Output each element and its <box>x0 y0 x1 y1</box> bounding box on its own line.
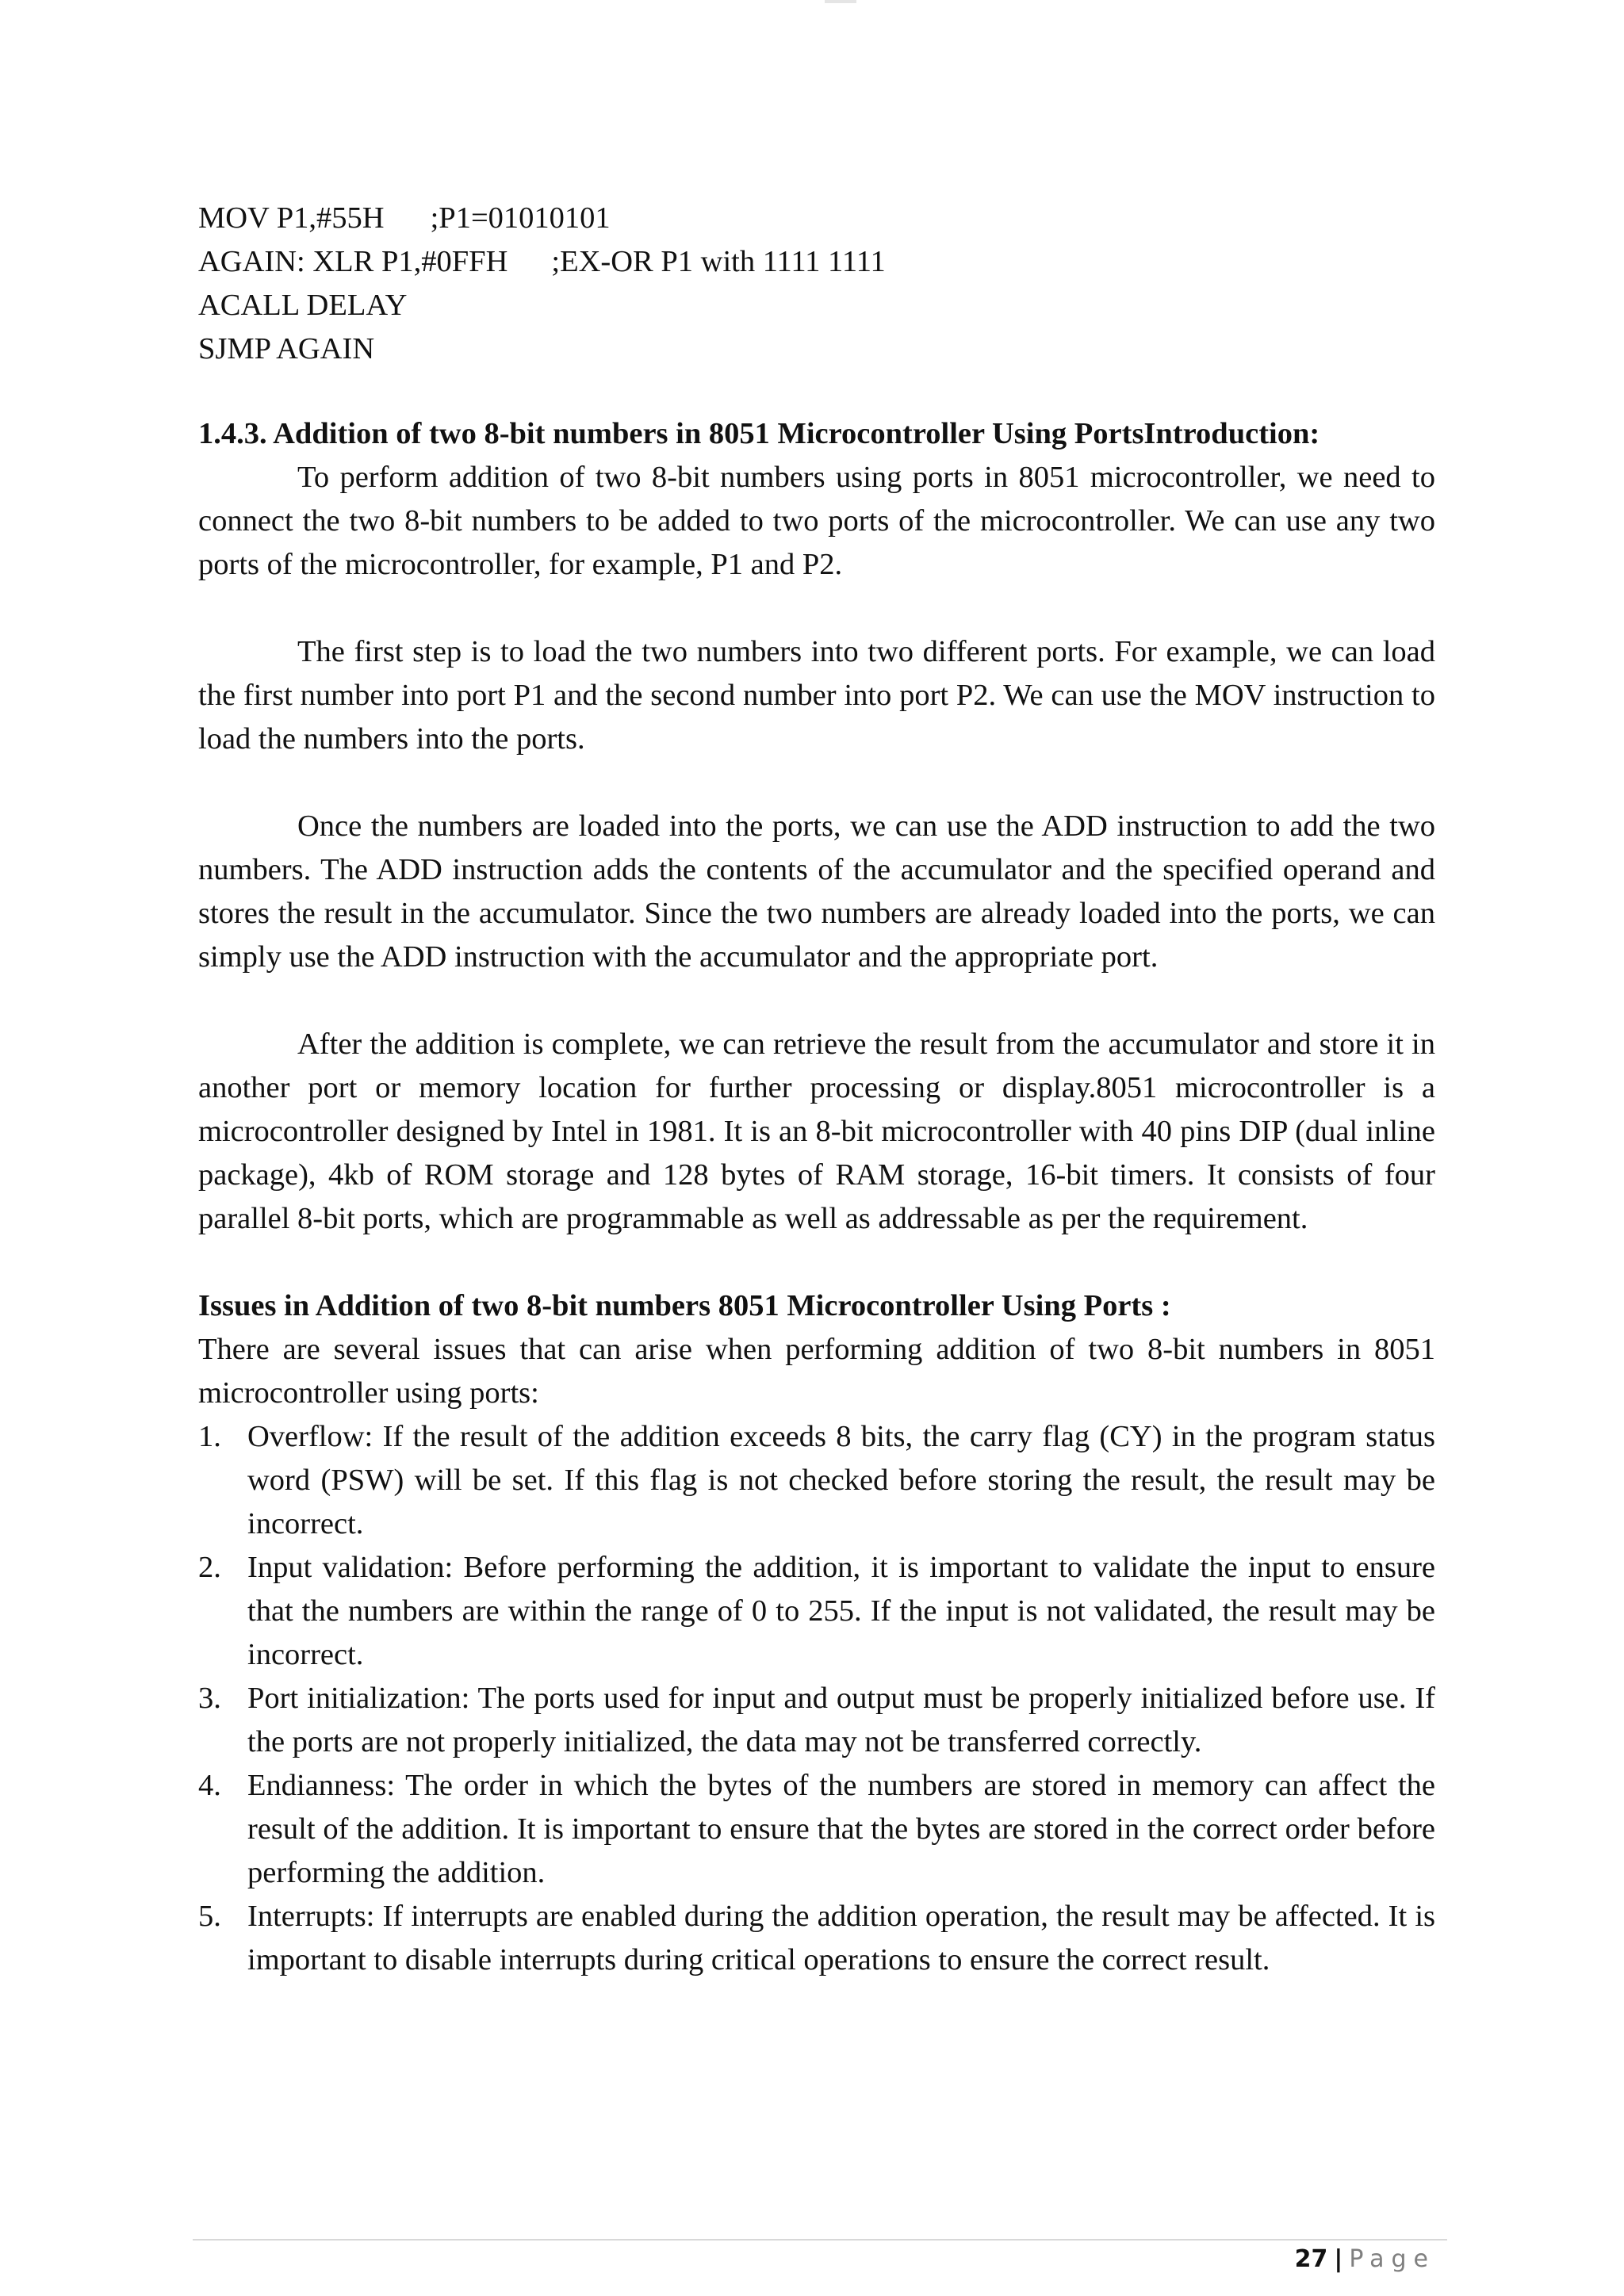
section-paragraph-1: To perform addition of two 8-bit numbers using ports in 8051 microcontroller, we need to connect the two 8-bit numbers to be added to two ports of the microcontroller. We can use any two ports of the microcontroller, for example, P1 and P2. <box>198 461 1435 581</box>
page-number-footer <box>1295 2244 1435 2275</box>
list-item-text: Interrupts: If interrupts are enabled during the addition operation, the result may be affected. It is important to disable interrupts during critical operations to ensure the correct result. <box>247 1900 1435 1976</box>
issues-intro: There are several issues that can arise when performing addition of two 8-bit numbers in 8051 microcontroller using ports: <box>198 1333 1435 1410</box>
code-line-1 <box>198 197 1435 240</box>
code-line-2-comment: ;EX-OR P1 with 1111 1111 <box>551 245 886 278</box>
list-item-number: 4. <box>198 1769 221 1802</box>
page-number-separator: | <box>1334 2245 1343 2273</box>
code-line-4: SJMP AGAIN <box>198 332 375 365</box>
issues-list-item <box>198 1677 1435 1764</box>
footer-divider <box>193 2239 1447 2241</box>
issues-list-item <box>198 1546 1435 1677</box>
top-edge-mark <box>825 0 856 3</box>
code-line-2-instruction: AGAIN: XLR P1,#0FFH <box>198 245 508 278</box>
issues-list-item <box>198 1415 1435 1546</box>
list-item-text: Endianness: The order in which the bytes of the numbers are stored in memory can affect the result of the addition. It is important to ensure that the bytes are stored in the correct order before performing the addition. <box>247 1769 1435 1889</box>
section-paragraph-4: After the addition is complete, we can retrieve the result from the accumulator and store it in another port or memory location for further processing or display.8051 microcontroller is a microcontroller designed by Intel in 1981. It is an 8-bit microcontroller with 40 pins DIP (dual inline package), 4kb of ROM storage and 128 bytes of RAM storage, 16-bit timers. It consists of four parallel 8-bit ports, which are programmable as well as addressable as per the requirement. <box>198 1027 1435 1235</box>
section-heading: 1.4.3. Addition of two 8-bit numbers in 8051 Microcontroller Using PortsIntroduction: <box>198 417 1320 450</box>
issues-list-item <box>198 1764 1435 1895</box>
code-line-3: ACALL DELAY <box>198 289 408 322</box>
section-paragraph-3: Once the numbers are loaded into the ports, we can use the ADD instruction to add the two numbers. The ADD instruction adds the contents of the accumulator and the specified operand and stores the result in the accumulator. Since the two numbers are already loaded into the ports, we can simply use the ADD instruction with the accumulator and the appropriate port. <box>198 809 1435 974</box>
code-line-1-comment: ;P1=01010101 <box>430 201 611 235</box>
section-paragraph-2: The first step is to load the two numbers into two different ports. For example, we can load the first number into port P1 and the second number into port P2. We can use the MOV instruction to load the numbers into the ports. <box>198 635 1435 756</box>
list-item-text: Overflow: If the result of the addition exceeds 8 bits, the carry flag (CY) in the program status word (PSW) will be set. If this flag is not checked before storing the result, the result may be incorrect. <box>247 1420 1435 1540</box>
page-number: 27 <box>1294 2245 1328 2273</box>
list-item-text: Port initialization: The ports used for input and output must be properly initialized before use. If the ports are not properly initialized, the data may not be transferred correctly. <box>247 1682 1435 1758</box>
issues-list <box>198 1415 1435 1982</box>
list-item-number: 2. <box>198 1551 221 1584</box>
code-line-1-instruction: MOV P1,#55H <box>198 201 385 235</box>
code-block <box>198 197 1435 371</box>
list-item-number: 3. <box>198 1682 221 1715</box>
page-word: Page <box>1349 2245 1435 2273</box>
list-item-number: 1. <box>198 1420 221 1453</box>
issues-list-item <box>198 1895 1435 1982</box>
issues-heading: Issues in Addition of two 8-bit numbers 8051 Microcontroller Using Ports : <box>198 1289 1171 1322</box>
list-item-number: 5. <box>198 1900 221 1933</box>
page-content <box>198 197 1435 1982</box>
list-item-text: Input validation: Before performing the addition, it is important to validate the input to ensure that the numbers are within the range of 0 to 255. If the input is not validated, the result may be incorrect. <box>247 1551 1435 1671</box>
code-line-2 <box>198 240 1435 284</box>
